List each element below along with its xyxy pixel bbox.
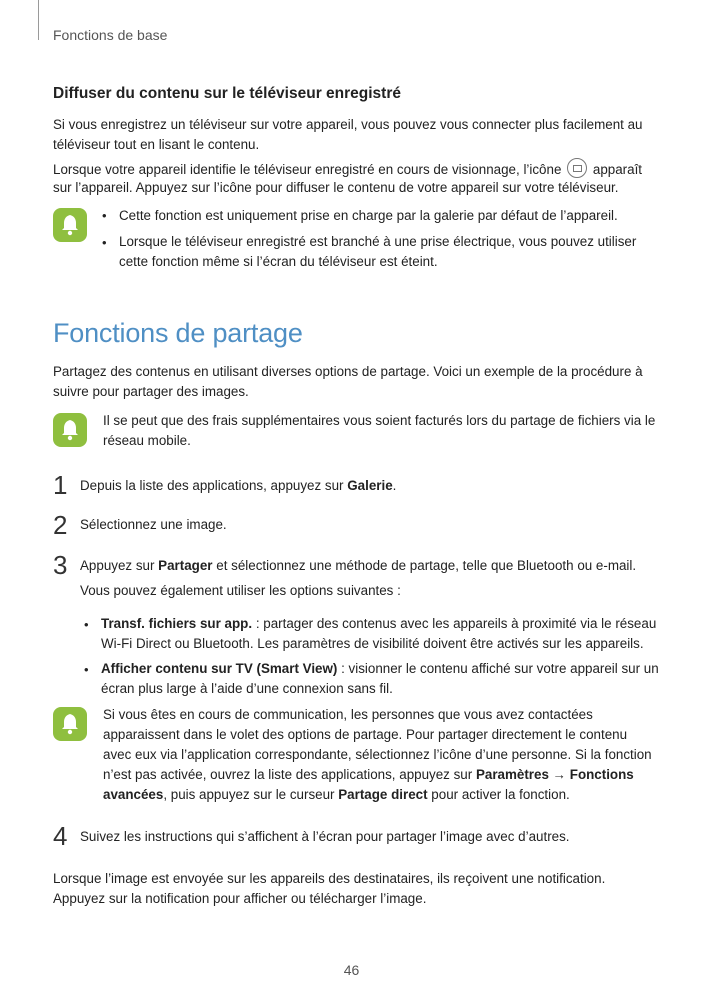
- step-number: 4: [53, 821, 68, 851]
- ui-term: Galerie: [347, 478, 393, 493]
- page-number: 46: [343, 962, 360, 978]
- bell-icon: [53, 208, 87, 242]
- note-line: [103, 785, 570, 805]
- step-number: 1: [53, 470, 68, 500]
- page-title: Fonctions de partage: [53, 318, 303, 348]
- note-line: apparaissent dans le volet des options de partage. Pour partager directement le contenu: [103, 727, 628, 742]
- ui-term: avancées: [103, 787, 164, 802]
- text-span: : visionner le contenu affiché sur votre appareil sur un: [341, 661, 659, 676]
- note-line: Il se peut que des frais supplémentaires vous soient facturés lors du partage de fichiers via le: [103, 413, 656, 428]
- option-line: [101, 659, 659, 679]
- option-line: [101, 614, 656, 634]
- ui-term: Fonctions: [569, 767, 634, 782]
- step-text: Sélectionnez une image.: [80, 517, 227, 532]
- paragraph-line: [53, 158, 642, 180]
- ui-term: Partager: [158, 558, 213, 573]
- bell-icon: [53, 413, 87, 447]
- paragraph-line: Lorsque l’image est envoyée sur les appareils des destinataires, ils reçoivent une notification.: [53, 871, 606, 886]
- step-number: 2: [53, 510, 68, 540]
- bullet: •: [84, 662, 89, 677]
- note-line: Si vous êtes en cours de communication, les personnes que vous avez contactées: [103, 707, 593, 722]
- text-span: Lorsque votre appareil identifie le téléviseur enregistré en cours de visionnage, l’icône: [53, 162, 562, 177]
- text-span: pour activer la fonction.: [431, 787, 570, 802]
- step-text: [80, 476, 396, 496]
- text-span: , puis appuyez sur le curseur: [163, 787, 335, 802]
- margin-rule: [38, 0, 39, 40]
- paragraph-line: Si vous enregistrez un téléviseur sur votre appareil, vous pouvez vous connecter plus facilement au: [53, 117, 643, 132]
- arrow-icon: →: [552, 767, 567, 782]
- note-line: Lorsque le téléviseur enregistré est branché à une prise électrique, vous pouvez utiliser: [119, 234, 637, 249]
- note-line: [103, 765, 634, 785]
- text-span: .: [392, 478, 397, 493]
- section-heading: Diffuser du contenu sur le téléviseur enregistré: [53, 85, 401, 102]
- option-line: écran plus large à l’aide d’une connexion sans fil.: [101, 681, 393, 696]
- paragraph-line: Appuyez sur la notification pour afficher ou télécharger l’image.: [53, 891, 427, 906]
- text-span: Appuyez sur: [80, 558, 155, 573]
- text-span: apparaît: [592, 162, 643, 177]
- ui-term: Paramètres: [475, 767, 549, 782]
- bullet: •: [102, 235, 107, 250]
- text-span: n’est pas activée, ouvrez la liste des applications, appuyez sur: [103, 767, 473, 782]
- ui-term: Afficher contenu sur TV (Smart View): [101, 661, 338, 676]
- option-line: Wi-Fi Direct ou Bluetooth. Les paramètres de visibilité doivent être activés sur les appareils.: [101, 636, 644, 651]
- ui-term: Transf. fichiers sur app.: [101, 616, 253, 631]
- running-header: Fonctions de base: [53, 27, 168, 43]
- bullet: •: [84, 617, 89, 632]
- step-text: [80, 556, 636, 576]
- note-line: avec eux via l’application correspondante, sélectionnez l’icône d’une personne. Si la fonction: [103, 747, 652, 762]
- paragraph-line: sur l’appareil. Appuyez sur l’icône pour diffuser le contenu de votre appareil sur votre téléviseur.: [53, 180, 619, 195]
- paragraph-line: suivre pour partager des images.: [53, 384, 249, 399]
- text-span: : partager des contenus avec les appareils à proximité via le réseau: [255, 616, 657, 631]
- paragraph-line: Partagez des contenus en utilisant diverses options de partage. Voici un exemple de la procédure à: [53, 364, 643, 379]
- bell-icon: [53, 707, 87, 741]
- paragraph-line: téléviseur tout en lisant le contenu.: [53, 137, 260, 152]
- step-text: Suivez les instructions qui s’affichent à l’écran pour partager l’image avec d’autres.: [80, 829, 570, 844]
- note-line: cette fonction même si l’écran du téléviseur est éteint.: [119, 254, 438, 269]
- smart-view-icon: [567, 158, 587, 178]
- text-span: Depuis la liste des applications, appuyez sur: [80, 478, 344, 493]
- ui-term: Partage direct: [338, 787, 428, 802]
- note-line: Cette fonction est uniquement prise en charge par la galerie par défaut de l’appareil.: [119, 208, 618, 223]
- step-number: 3: [53, 550, 68, 580]
- note-line: réseau mobile.: [103, 433, 191, 448]
- bullet: •: [102, 208, 107, 223]
- text-span: et sélectionnez une méthode de partage, telle que Bluetooth ou e-mail.: [216, 558, 637, 573]
- paragraph-line: Vous pouvez également utiliser les options suivantes :: [80, 583, 401, 598]
